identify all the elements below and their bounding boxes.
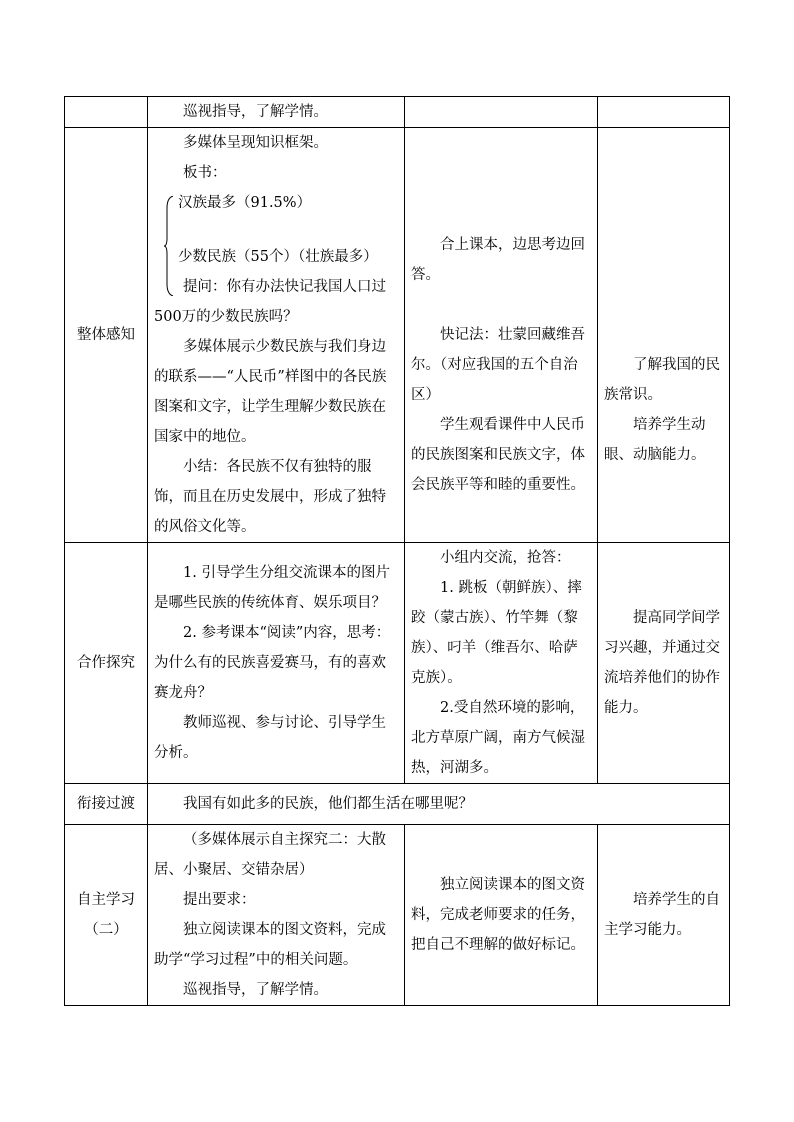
stage-label: 衔接过渡 [77,796,135,812]
text-line: 独立阅读课本的图文资料，完成助学“学习过程”中的相关问题。 [154,922,386,968]
text-line: 培养学生动眼、动脑能力。 [604,417,706,463]
lesson-plan-table [64,96,730,1006]
student-activity-cell [405,543,598,784]
table-row [65,543,730,784]
text-line: 2. 参考课本“阅读”内容，思考：为什么有的民族喜爱赛马，有的喜欢赛龙舟？ [154,625,391,701]
text-line: 巡视指导，了解学情。 [183,982,328,998]
teacher-activity-cell [148,97,405,128]
teacher-activity-cell [148,128,405,543]
student-activity-cell [405,97,598,128]
text-line: 我国有如此多的民族，他们都生活在哪里呢？ [183,796,473,812]
text-line: 教师巡视、参与讨论、引导学生分析。 [154,715,386,761]
text-line: 板书： [183,165,227,181]
stage-label: 整体感知 [77,327,135,343]
text-line: 提高同学间学习兴趣，并通过交流培养他们的协作能力。 [604,610,720,716]
text-line: 多媒体呈现知识框架。 [183,135,328,151]
table-row [65,825,730,1006]
transition-cell [148,784,730,825]
text-line: 小结：各民族不仅有独特的服饰，而且在历史发展中，形成了独特的风俗文化等。 [154,459,386,535]
brace-item: 少数民族（55个）（壮族最多） [178,249,378,265]
blackboard-brace [164,188,398,272]
table-row [65,128,730,543]
stage-label: 合作探究 [77,655,135,671]
text-line: 了解我国的民族常识。 [604,357,720,403]
text-line: 1. 跳板（朝鲜族）、摔跤（蒙古族）、竹竿舞（黎族）、叼羊（维吾尔、哈萨克族）。 [411,580,582,686]
text-line: 巡视指导，了解学情。 [183,104,328,120]
table-row [65,97,730,128]
text-line: 合上课本，边思考边回答。 [411,237,585,283]
text-line: 培养学生的自主学习能力。 [604,892,720,938]
text-line: 快记法：壮蒙回藏维吾尔。（对应我国的五个自治区） [411,327,585,403]
text-line: 提出要求： [183,892,256,908]
text-line: 2.受自然环境的影响，北方草原广阔，南方气候湿热，河湖多。 [411,700,585,776]
design-intent-cell [598,825,730,1006]
text-line: 提问：你有办法快记我国人口过500万的少数民族吗？ [154,279,386,325]
text-line: 学生观看课件中人民币的民族图案和民族文字，体会民族平等和睦的重要性。 [411,417,585,493]
design-intent-cell [598,97,730,128]
student-activity-cell [405,128,598,543]
text-line: 小组内交流，抢答： [440,550,571,566]
student-activity-cell [405,825,598,1006]
text-line: 多媒体展示少数民族与我们身边的联系——“人民币”样图中的各民族图案和文字，让学生理解少数民族在国家中的地位。 [154,339,387,445]
stage-cell [65,97,148,128]
design-intent-cell [598,128,730,543]
stage-cell [65,825,148,1006]
brace-item: 汉族最多（91.5%） [178,195,312,211]
table-row [65,784,730,825]
design-intent-cell [598,543,730,784]
teacher-activity-cell [148,543,405,784]
text-line: 1. 引导学生分组交流课本的图片是哪些民族的传统体育、娱乐项目？ [154,565,390,611]
brace-icon [164,196,174,296]
stage-cell [65,784,148,825]
stage-label: 自主学习 [77,892,135,908]
stage-cell [65,543,148,784]
teacher-activity-cell [148,825,405,1006]
stage-cell [65,128,148,543]
stage-label-sub: （二） [84,922,128,938]
text-line: 独立阅读课本的图文资料，完成老师要求的任务，把自己不理解的做好标记。 [411,877,585,953]
text-line: （多媒体展示自主探究二：大散居、小聚居、交错杂居） [154,832,386,878]
